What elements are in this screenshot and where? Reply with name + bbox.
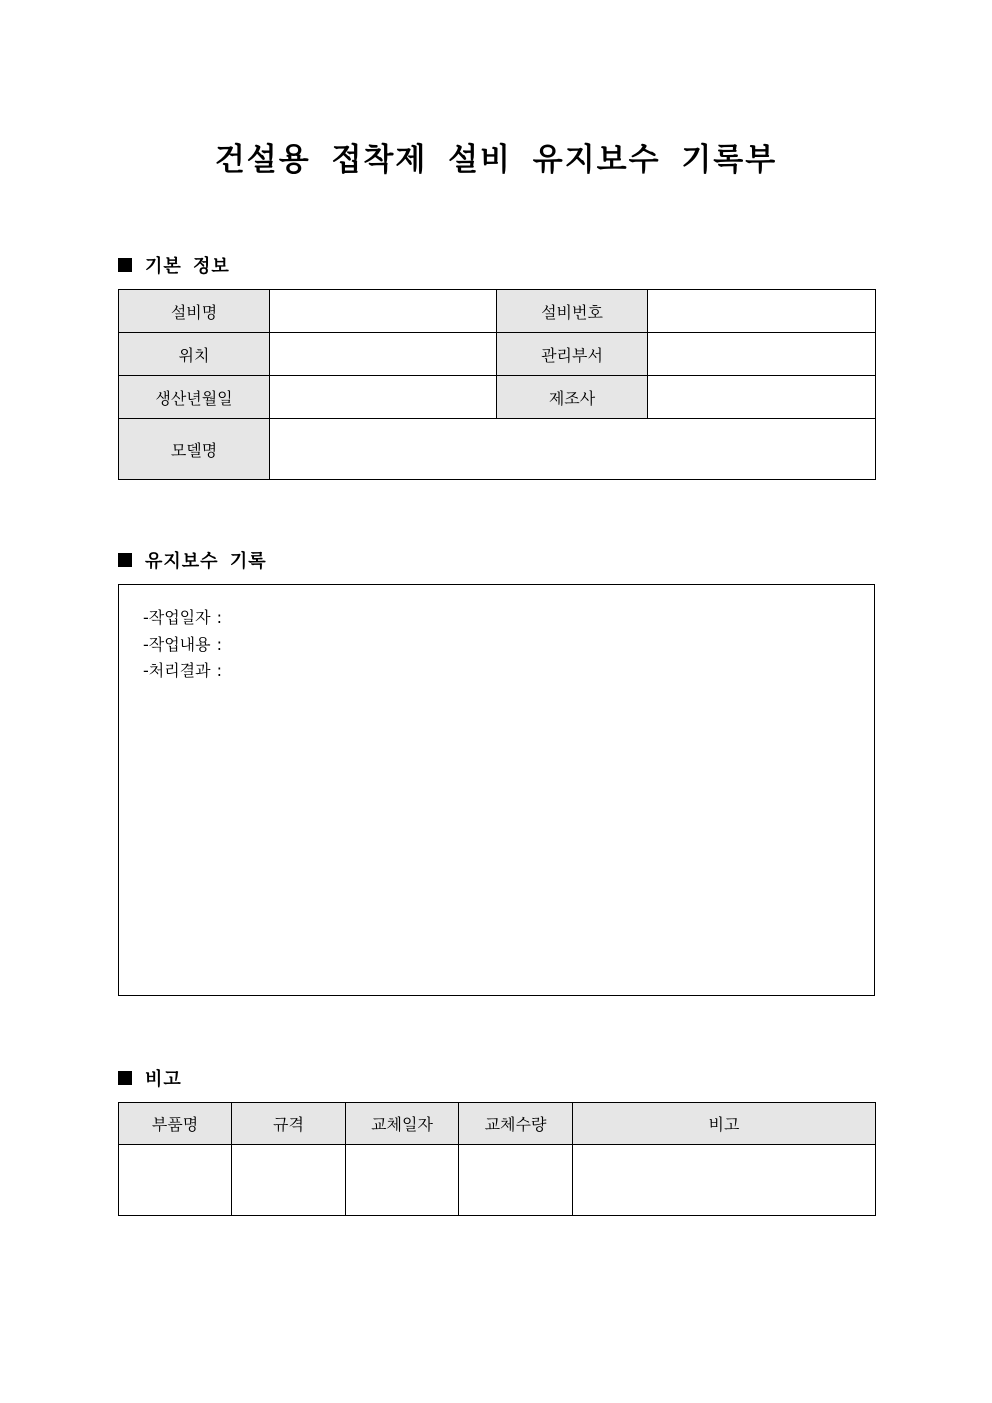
section-heading-maintenance-record	[118, 547, 267, 573]
section-heading-text: 비고	[145, 1069, 182, 1090]
column-header-spec: 규격	[232, 1103, 346, 1145]
square-bullet-icon	[118, 258, 132, 272]
location-field[interactable]	[270, 333, 497, 376]
column-header-replace-date: 교체일자	[346, 1103, 459, 1145]
spec-cell[interactable]	[232, 1145, 346, 1216]
model-name-label: 모델명	[119, 419, 270, 480]
column-header-remarks: 비고	[573, 1103, 876, 1145]
document-title: 건설용 접착제 설비 유지보수 기록부	[214, 142, 778, 178]
square-bullet-icon	[118, 1071, 132, 1085]
separator: :	[216, 661, 222, 680]
table-header-row	[119, 1103, 876, 1145]
table-row	[119, 419, 876, 480]
table-row	[119, 333, 876, 376]
section-heading-basic-info	[118, 252, 230, 278]
section-heading-remarks	[118, 1065, 182, 1091]
basic-info-table	[118, 289, 876, 480]
equipment-number-label: 설비번호	[497, 290, 648, 333]
work-content-line	[143, 632, 222, 659]
location-label: 위치	[119, 333, 270, 376]
column-header-part-name: 부품명	[119, 1103, 232, 1145]
work-date-line	[143, 605, 222, 632]
equipment-name-field[interactable]	[270, 290, 497, 333]
work-date-label: -작업일자	[143, 608, 211, 627]
manufacturer-field[interactable]	[648, 376, 876, 419]
result-line	[143, 658, 222, 685]
model-name-field[interactable]	[270, 419, 876, 480]
part-name-cell[interactable]	[119, 1145, 232, 1216]
square-bullet-icon	[118, 553, 132, 567]
maintenance-record-box[interactable]	[118, 584, 875, 996]
manufacturer-label: 제조사	[497, 376, 648, 419]
column-header-replace-qty: 교체수량	[459, 1103, 573, 1145]
table-row	[119, 376, 876, 419]
replace-qty-cell[interactable]	[459, 1145, 573, 1216]
separator: :	[216, 608, 222, 627]
table-row	[119, 1145, 876, 1216]
equipment-name-label: 설비명	[119, 290, 270, 333]
work-content-label: -작업내용	[143, 634, 211, 654]
production-date-field[interactable]	[270, 376, 497, 419]
section-heading-text: 기본 정보	[145, 256, 230, 277]
result-label: -처리결과	[143, 661, 211, 680]
production-date-label: 생산년월일	[119, 376, 270, 419]
maintenance-record-lines	[143, 605, 222, 685]
parts-replacement-table	[118, 1102, 876, 1216]
managing-department-field[interactable]	[648, 333, 876, 376]
replace-date-cell[interactable]	[346, 1145, 459, 1216]
managing-department-label: 관리부서	[497, 333, 648, 376]
separator: :	[216, 634, 222, 654]
equipment-number-field[interactable]	[648, 290, 876, 333]
table-row	[119, 290, 876, 333]
remarks-cell[interactable]	[573, 1145, 876, 1216]
section-heading-text: 유지보수 기록	[145, 551, 267, 572]
